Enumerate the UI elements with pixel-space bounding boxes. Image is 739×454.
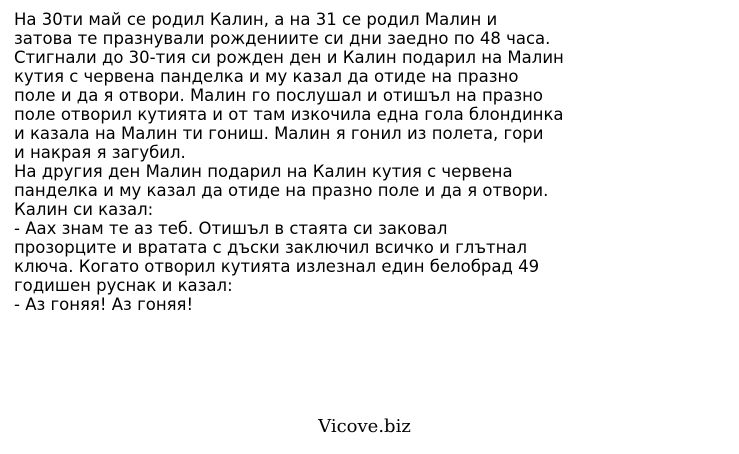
joke-line: годишен руснак и казал: bbox=[14, 276, 233, 295]
site-watermark: Vicove.biz bbox=[318, 416, 411, 437]
joke-text bbox=[14, 10, 729, 314]
joke-line: прозорците и вратата с дъски заключил всичко и глътнал bbox=[14, 238, 528, 257]
joke-line: ключа. Когато отворил кутията излезнал един белобрад 49 bbox=[14, 257, 540, 276]
joke-line: Стигнали до 30-тия си рожден ден и Калин подарил на Малин bbox=[14, 48, 564, 67]
joke-line: На 30ти май се родил Калин, а на 31 се родил Малин и bbox=[14, 10, 498, 29]
joke-line: и накрая я загубил. bbox=[14, 143, 186, 162]
joke-line: поле отворил кутията и от там изкочила една гола блондинка bbox=[14, 105, 564, 124]
joke-line: поле и да я отвори. Малин го послушал и отишъл на празно bbox=[14, 86, 543, 105]
joke-line: кутия с червена панделка и му казал да отиде на празно bbox=[14, 67, 519, 86]
joke-line: - Аз гоняя! Аз гоняя! bbox=[14, 295, 194, 314]
joke-line: и казала на Малин ти гониш. Малин я гонил из полета, гори bbox=[14, 124, 544, 143]
joke-line: Калин си казал: bbox=[14, 200, 154, 219]
joke-line: - Аах знам те аз теб. Отишъл в стаята си заковал bbox=[14, 219, 448, 238]
joke-line: затова те празнували рождениите си дни заедно по 48 часа. bbox=[14, 29, 551, 48]
joke-line: На другия ден Малин подарил на Калин кутия с червена bbox=[14, 162, 513, 181]
joke-line: панделка и му казал да отиде на празно поле и да я отвори. bbox=[14, 181, 549, 200]
